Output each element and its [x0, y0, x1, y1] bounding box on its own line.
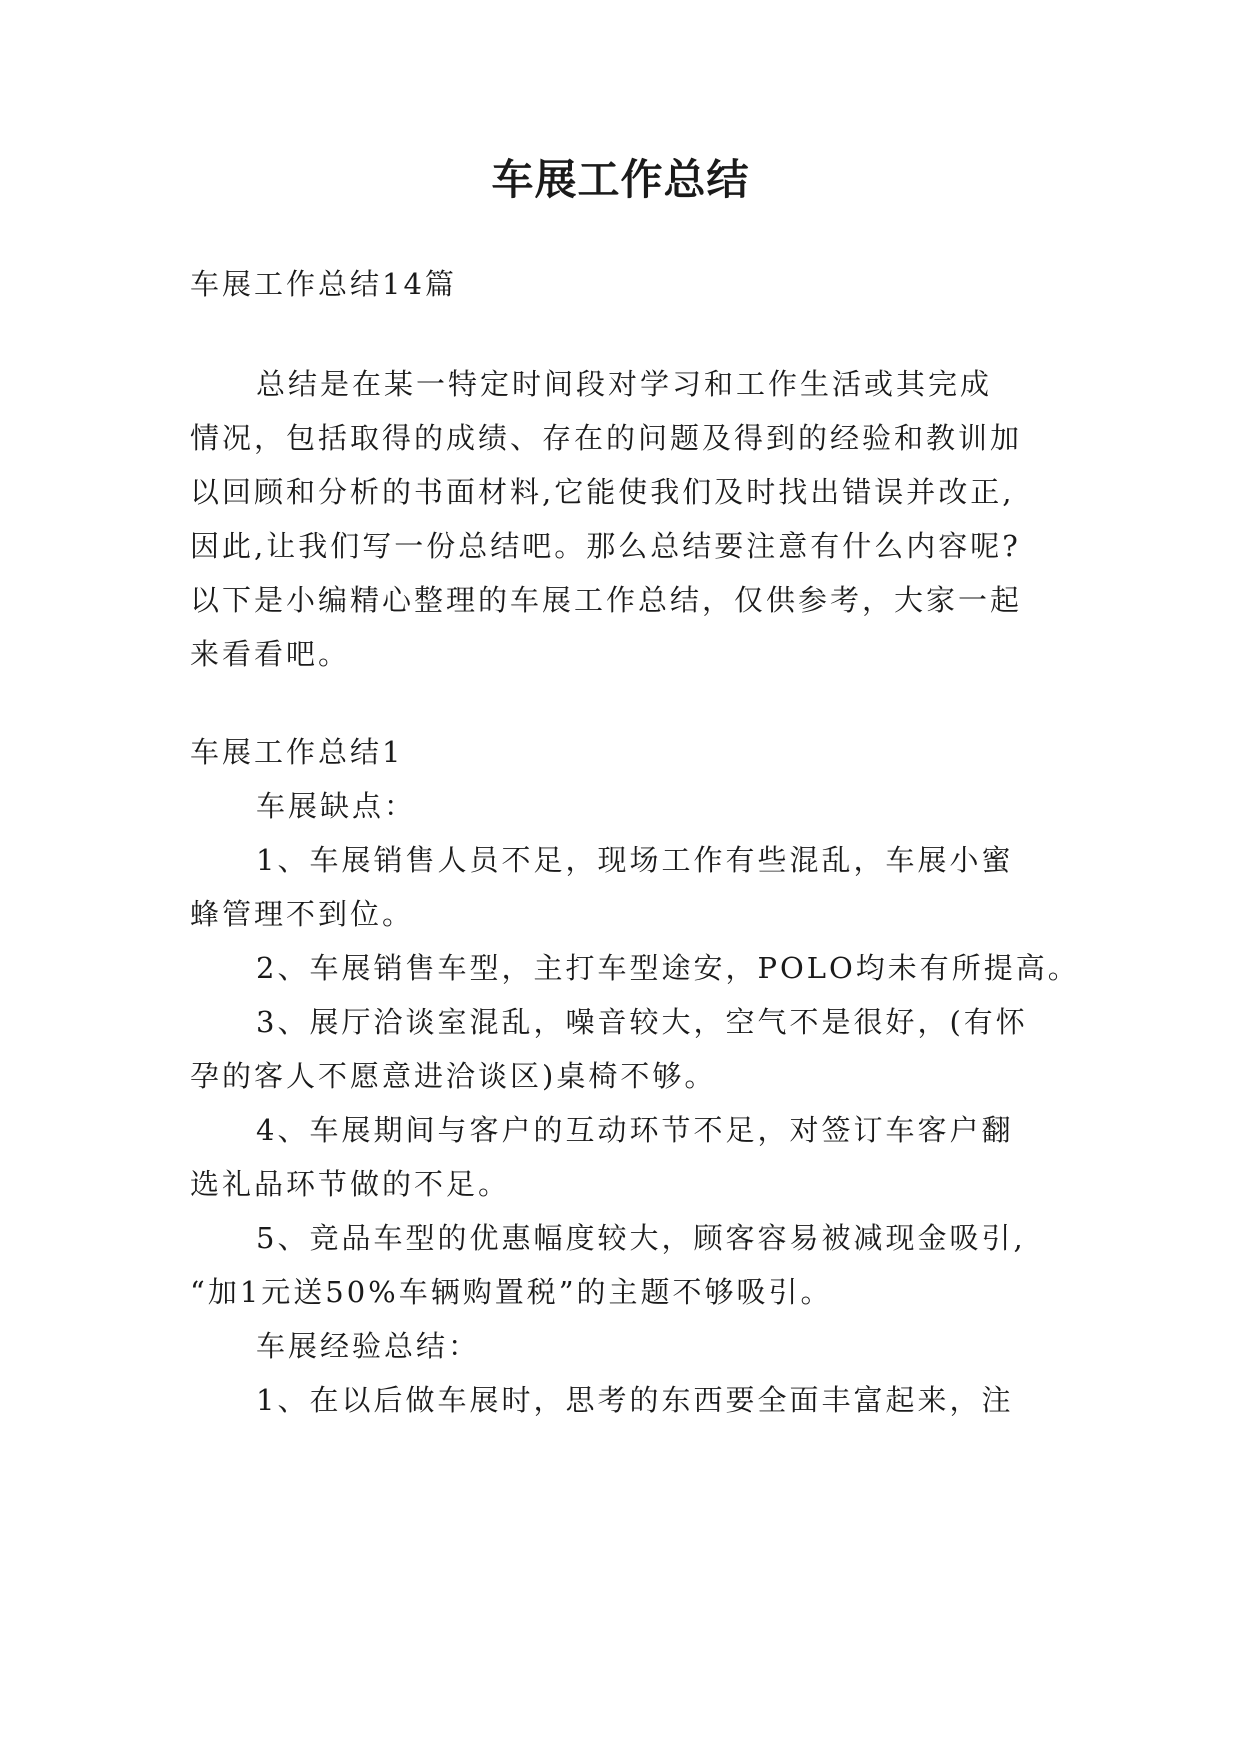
body-line: 2、车展销售车型，主打车型途安，POLO均未有所提高。 [256, 951, 1080, 985]
body-line: 车展经验总结： [256, 1329, 481, 1363]
intro-line: 以下是小编精心整理的车展工作总结，仅供参考，大家一起 [190, 583, 1023, 617]
intro-line: 因此,让我们写一份总结吧。那么总结要注意有什么内容呢? [190, 529, 1021, 563]
section-heading: 车展工作总结1 [190, 735, 404, 769]
body-line: “加1元送50%车辆购置税”的主题不够吸引。 [190, 1275, 833, 1309]
body-line: 1、在以后做车展时，思考的东西要全面丰富起来，注 [256, 1383, 1014, 1417]
body-line: 4、车展期间与客户的互动环节不足，对签订车客户翻 [256, 1113, 1014, 1147]
body-line: 5、竞品车型的优惠幅度较大，顾客容易被减现金吸引, [256, 1221, 1026, 1255]
body-line: 1、车展销售人员不足，现场工作有些混乱，车展小蜜 [256, 843, 1014, 877]
body-line: 选礼品环节做的不足。 [190, 1167, 511, 1201]
intro-line: 以回顾和分析的书面材料,它能使我们及时找出错误并改正, [190, 475, 1015, 509]
body-line: 3、展厅洽谈室混乱，噪音较大，空气不是很好，(有怀 [256, 1005, 1028, 1039]
intro-line: 情况，包括取得的成绩、存在的问题及得到的经验和教训加 [190, 421, 1023, 455]
body-line: 孕的客人不愿意进洽谈区)桌椅不够。 [190, 1059, 717, 1093]
intro-line: 来看看吧。 [190, 637, 351, 671]
document-title: 车展工作总结 [491, 155, 750, 204]
document-subtitle: 车展工作总结14篇 [190, 267, 457, 301]
body-line: 蜂管理不到位。 [190, 897, 415, 931]
intro-line: 总结是在某一特定时间段对学习和工作生活或其完成 [256, 367, 993, 401]
body-line: 车展缺点： [256, 789, 417, 823]
